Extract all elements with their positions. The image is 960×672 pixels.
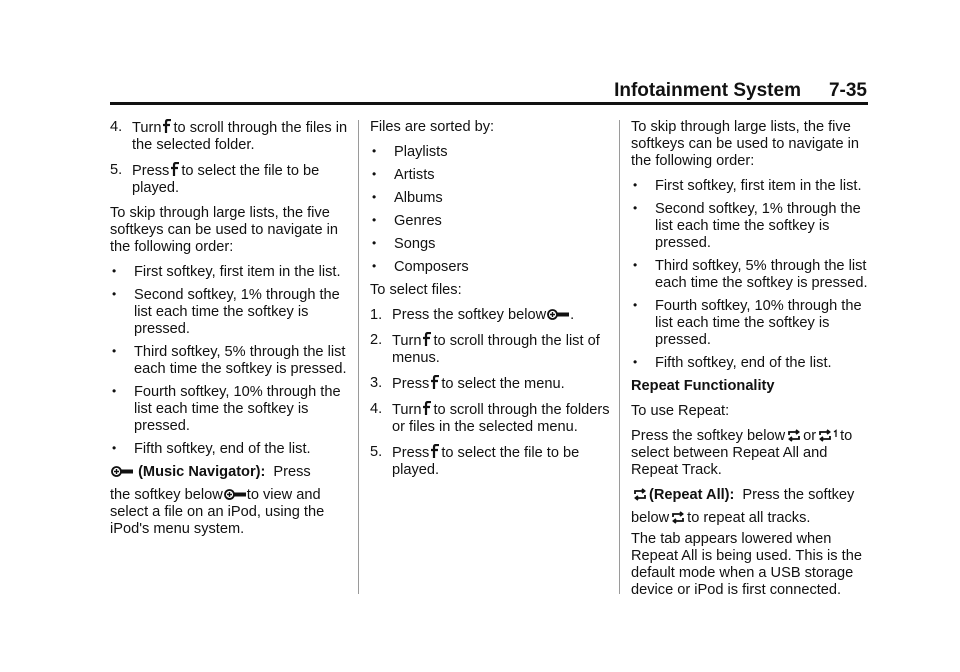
- step-text: Press the softkey below: [392, 307, 547, 323]
- step-4: [110, 119, 352, 154]
- step-number: 4.: [370, 401, 383, 417]
- step-text: to scroll through the folders or files in the selected menu.: [392, 402, 610, 435]
- skip-intro: To skip through large lists, the five softkeys can be used to navigate in the following order:: [631, 119, 859, 169]
- repeat-all-icon: [786, 429, 802, 442]
- body-text: to repeat all tracks.: [687, 510, 811, 526]
- repeat-all-description: [631, 510, 873, 527]
- tune-menu-knob-icon: [430, 444, 440, 459]
- list-item: • Third softkey, 5% through the list each time the softkey is pressed.: [110, 344, 352, 378]
- list-item: • Fifth softkey, end of the list.: [631, 355, 873, 372]
- music-navigator-description: [110, 487, 352, 538]
- list-item-text: Genres: [394, 213, 442, 229]
- tab-description: The tab appears lowered when Repeat All is being used. This is the default mode when a USB storage device or iPod is first connected.: [631, 531, 862, 598]
- list-item: • Fourth softkey, 10% through the list each time the softkey is pressed.: [631, 298, 873, 349]
- list-item-text: Fifth softkey, end of the list.: [134, 441, 311, 457]
- step-5: [370, 444, 612, 479]
- list-item-text: Albums: [394, 190, 443, 206]
- music-navigator-paragraph: [110, 464, 352, 481]
- repeat-all-icon: [632, 488, 648, 501]
- list-item-text: Fifth softkey, end of the list.: [655, 355, 832, 371]
- list-item-text: First softkey, first item in the list.: [134, 264, 341, 280]
- list-item: • Second softkey, 1% through the list each time the softkey is pressed.: [631, 201, 873, 252]
- body-text: Press the softkey below: [631, 428, 786, 444]
- step-text: to select the menu.: [441, 376, 565, 392]
- step-text: Turn: [132, 120, 162, 136]
- body-text: To use Repeat:: [631, 403, 730, 419]
- column-divider-1: [358, 120, 359, 594]
- tune-menu-knob-icon: [422, 401, 432, 416]
- music-navigator-icon: [224, 488, 246, 501]
- list-item-text: Composers: [394, 259, 469, 275]
- list-item: • Artists: [370, 167, 612, 184]
- step-number: 5.: [110, 162, 123, 178]
- tune-menu-knob-icon: [162, 119, 172, 134]
- list-item-text: Playlists: [394, 144, 448, 160]
- body-text: the softkey below: [110, 487, 223, 503]
- list-item-text: Second softkey, 1% through the list each time the softkey is pressed.: [134, 287, 340, 337]
- step-number: 3.: [370, 375, 383, 391]
- skip-intro: To skip through large lists, the five softkeys can be used to navigate in the following order:: [110, 205, 338, 255]
- list-item: • Fifth softkey, end of the list.: [110, 441, 352, 458]
- list-item-text: First softkey, first item in the list.: [655, 178, 862, 194]
- step-number: 5.: [370, 444, 383, 460]
- repeat-all-label: (Repeat All):: [649, 487, 735, 503]
- step-text: Press: [132, 163, 170, 179]
- list-item-text: Third softkey, 5% through the list each time the softkey is pressed.: [655, 258, 868, 291]
- step-text: to select the file to be played.: [132, 163, 320, 196]
- step-2: [370, 332, 612, 367]
- list-item-text: Songs: [394, 236, 436, 252]
- list-item: • Second softkey, 1% through the list each time the softkey is pressed.: [110, 287, 352, 338]
- list-item: • Songs: [370, 236, 612, 253]
- list-item: • First softkey, first item in the list.: [631, 178, 873, 195]
- step-number: 1.: [370, 307, 383, 323]
- repeat-heading: Repeat Functionality: [631, 378, 775, 394]
- step-text: Turn: [392, 402, 422, 418]
- list-item-text: Third softkey, 5% through the list each time the softkey is pressed.: [134, 344, 347, 377]
- repeat-all-icon: [670, 511, 686, 524]
- running-header: [614, 80, 867, 102]
- tune-menu-knob-icon: [170, 162, 180, 177]
- list-item: • Fourth softkey, 10% through the list each time the softkey is pressed.: [110, 384, 352, 435]
- music-navigator-label: (Music Navigator):: [138, 464, 266, 480]
- column-right: [631, 119, 873, 607]
- step-text: .: [570, 307, 575, 323]
- section-title: Infotainment System: [614, 80, 801, 101]
- step-text: Press: [392, 445, 430, 461]
- step-number: 4.: [110, 119, 123, 135]
- body-text: to select between Repeat All and Repeat Track.: [631, 428, 853, 478]
- step-3: [370, 375, 612, 393]
- list-item: • Playlists: [370, 144, 612, 161]
- music-navigator-icon: [111, 465, 133, 478]
- step-4: [370, 401, 612, 436]
- step-1: [370, 307, 612, 324]
- list-item-text: Second softkey, 1% through the list each time the softkey is pressed.: [655, 201, 861, 251]
- sorted-heading: Files are sorted by:: [370, 119, 495, 135]
- body-text: Press the softkey: [742, 487, 855, 503]
- column-middle: [370, 119, 612, 487]
- step-5: [110, 162, 352, 197]
- list-item: • Third softkey, 5% through the list each time the softkey is pressed.: [631, 258, 873, 292]
- repeat-instructions: [631, 428, 873, 479]
- list-item: • First softkey, first item in the list.: [110, 264, 352, 281]
- body-text: below: [631, 510, 670, 526]
- step-text: Press: [392, 376, 430, 392]
- list-item-text: Fourth softkey, 10% through the list each time the softkey is pressed.: [134, 384, 341, 434]
- page-number: 7-35: [828, 80, 867, 101]
- body-text: Press: [273, 464, 311, 480]
- tune-menu-knob-icon: [430, 375, 440, 390]
- step-text: to scroll through the files in the selected folder.: [132, 120, 348, 153]
- repeat-track-icon: [817, 429, 839, 442]
- list-item: • Genres: [370, 213, 612, 230]
- list-item-text: Artists: [394, 167, 435, 183]
- column-left: [110, 119, 352, 546]
- body-text: or: [803, 428, 817, 444]
- step-text: to scroll through the list of menus.: [392, 333, 600, 366]
- list-item: • Composers: [370, 259, 612, 276]
- body-text: to view and select a file on an iPod, using the iPod's menu system.: [110, 487, 325, 537]
- select-files-heading: To select files:: [370, 282, 462, 298]
- step-text: Turn: [392, 333, 422, 349]
- repeat-all-label-line: [631, 487, 873, 504]
- header-rule: [110, 102, 868, 105]
- list-item-text: Fourth softkey, 10% through the list each time the softkey is pressed.: [655, 298, 862, 348]
- step-text: to select the file to be played.: [392, 445, 580, 478]
- list-item: • Albums: [370, 190, 612, 207]
- column-divider-2: [619, 120, 620, 594]
- music-navigator-icon: [547, 308, 569, 321]
- step-number: 2.: [370, 332, 383, 348]
- tune-menu-knob-icon: [422, 332, 432, 347]
